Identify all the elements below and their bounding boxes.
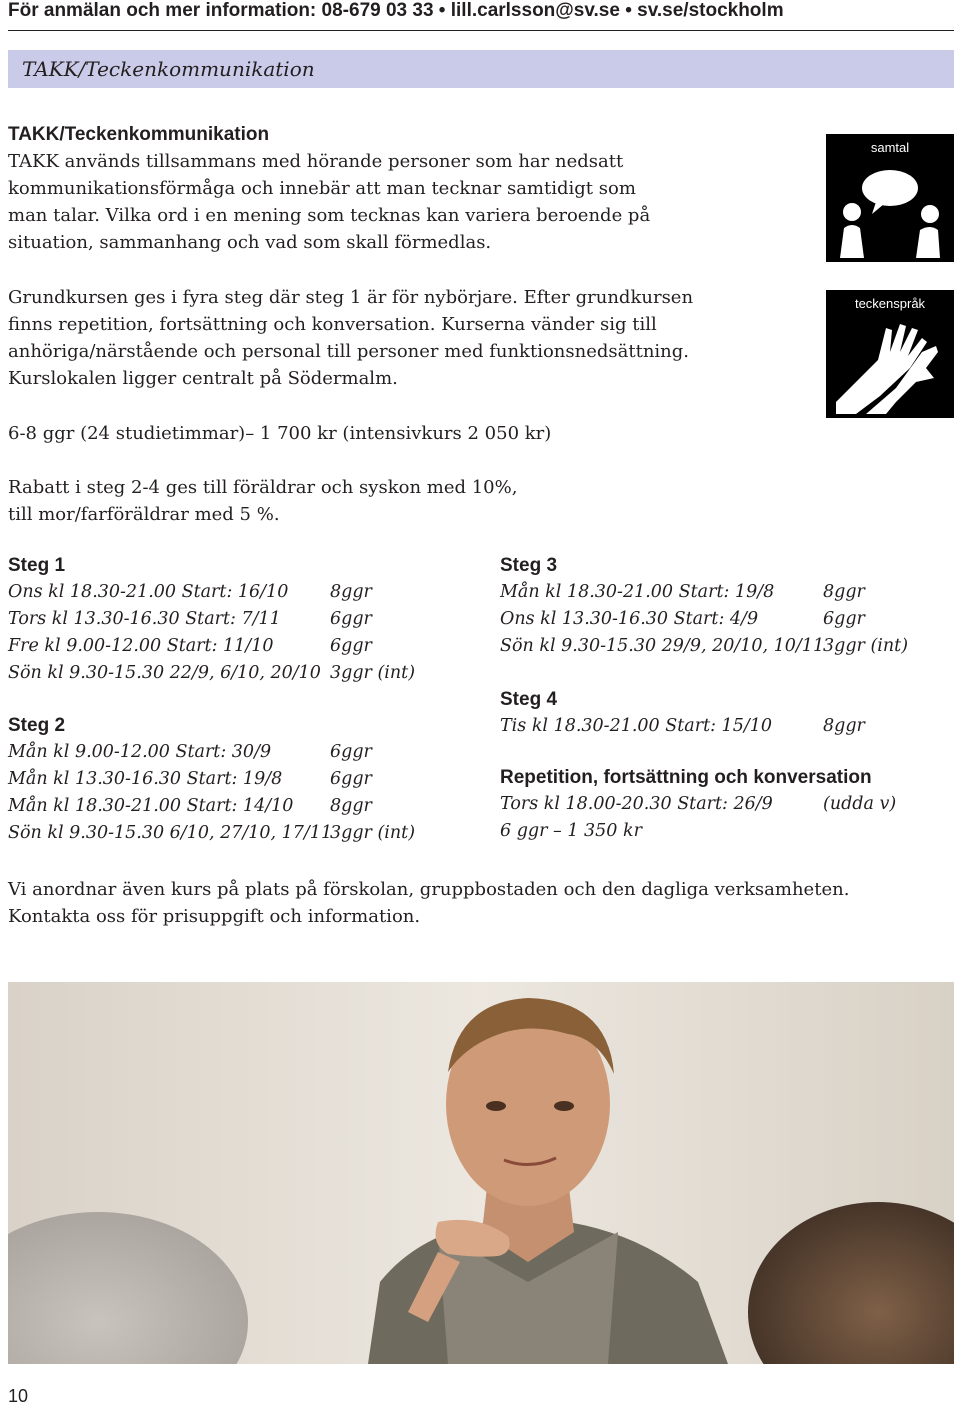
schedule-count: 6ggr [823, 609, 865, 629]
schedule-count: 6ggr [330, 636, 372, 656]
schedule-count: 3ggr (int) [823, 636, 909, 656]
pictogram-samtal [826, 134, 954, 262]
schedule-time: Ons kl 13.30-16.30 Start: 4/9 [500, 609, 759, 629]
schedule-count: 6ggr [330, 769, 372, 789]
discount-line: Rabatt i steg 2-4 ges till föräldrar och syskon med 10%, [8, 477, 518, 498]
steg4-heading: Steg 4 [500, 689, 558, 710]
steg3-heading: Steg 3 [500, 555, 558, 576]
schedule-time: Mån kl 9.00-12.00 Start: 30/9 [8, 742, 272, 762]
schedule-time: Tors kl 13.30-16.30 Start: 7/11 [8, 609, 281, 629]
price-line: 6-8 ggr (24 studietimmar)– 1 700 kr (intensivkurs 2 050 kr) [8, 423, 552, 444]
section-heading: TAKK/Teckenkommunikation [8, 124, 270, 145]
schedule-count: 8ggr [330, 796, 372, 816]
speech-bubble-two-people-icon [826, 134, 954, 262]
discount-paragraph [8, 474, 517, 528]
footer-note-line: Vi anordnar även kurs på plats på förskolan, gruppbostaden och den dagliga verksamheten. [8, 879, 850, 900]
course-info-line: Kurslokalen ligger centralt på Södermalm. [8, 368, 398, 389]
schedule-time: Fre kl 9.00-12.00 Start: 11/10 [8, 636, 274, 656]
course-info-line: Grundkursen ges i fyra steg där steg 1 är för nybörjare. Efter grundkursen [8, 287, 694, 308]
contact-header: För anmälan och mer information: 08-679 03 33 • lill.carlsson@sv.se • sv.se/stockholm [8, 0, 784, 21]
steg2-heading: Steg 2 [8, 715, 66, 736]
schedule-count: 8ggr [330, 582, 372, 602]
schedule-count: 6ggr [330, 609, 372, 629]
intro-line: man talar. Vilka ord i en mening som tecknas kan variera beroende på [8, 205, 651, 226]
banner-title: TAKK/Teckenkommunikation [22, 57, 315, 81]
schedule-time: 6 ggr – 1 350 kr [500, 821, 642, 841]
schedule-count: 6ggr [330, 742, 372, 762]
schedule-time: Sön kl 9.30-15.30 6/10, 27/10, 17/11 [8, 823, 333, 843]
footer-note-line: Kontakta oss för prisuppgift och information. [8, 906, 421, 927]
footer-note [8, 876, 849, 930]
page-number: 10 [8, 1386, 29, 1406]
schedule-time: Tors kl 18.00-20.30 Start: 26/9 [500, 794, 773, 814]
schedule-count: 8ggr [823, 716, 865, 736]
intro-paragraph [8, 148, 650, 256]
intro-line: situation, sammanhang och vad som skall förmedlas. [8, 232, 492, 253]
schedule-time: Ons kl 18.30-21.00 Start: 16/10 [8, 582, 289, 602]
schedule-count: 3ggr (int) [330, 823, 416, 843]
pictogram-label: samtal [870, 140, 910, 155]
schedule-count: (udda v) [823, 794, 897, 814]
schedule-time: Mån kl 18.30-21.00 Start: 14/10 [8, 796, 294, 816]
header-divider [8, 30, 954, 31]
course-photo [8, 982, 954, 1364]
course-info-line: finns repetition, fortsättning och konversation. Kurserna vänder sig till [8, 314, 657, 335]
schedule-count: 8ggr [823, 582, 865, 602]
course-info-paragraph [8, 284, 693, 392]
schedule-time: Mån kl 18.30-21.00 Start: 19/8 [500, 582, 775, 602]
steg1-heading: Steg 1 [8, 555, 66, 576]
schedule-time: Sön kl 9.30-15.30 22/9, 6/10, 20/10 [8, 663, 321, 683]
pictogram-teckensprak [826, 290, 954, 418]
course-info-line: anhöriga/närstående och personal till personer med funktionsnedsättning. [8, 341, 690, 362]
discount-line: till mor/farföräldrar med 5 %. [8, 504, 280, 525]
repetition-heading: Repetition, fortsättning och konversation [500, 767, 872, 788]
schedule-time: Sön kl 9.30-15.30 29/9, 20/10, 10/11 [500, 636, 825, 656]
intro-line: TAKK används tillsammans med hörande personer som har nedsatt [8, 151, 624, 172]
pictogram-label: teckenspråk [854, 296, 926, 311]
schedule-time: Mån kl 13.30-16.30 Start: 19/8 [8, 769, 283, 789]
intro-line: kommunikationsförmåga och innebär att man tecknar samtidigt som [8, 178, 636, 199]
schedule-count: 3ggr (int) [330, 663, 416, 683]
signing-hands-icon [826, 290, 954, 418]
person-photo-illustration [8, 982, 954, 1364]
schedule-time: Tis kl 18.30-21.00 Start: 15/10 [500, 716, 772, 736]
